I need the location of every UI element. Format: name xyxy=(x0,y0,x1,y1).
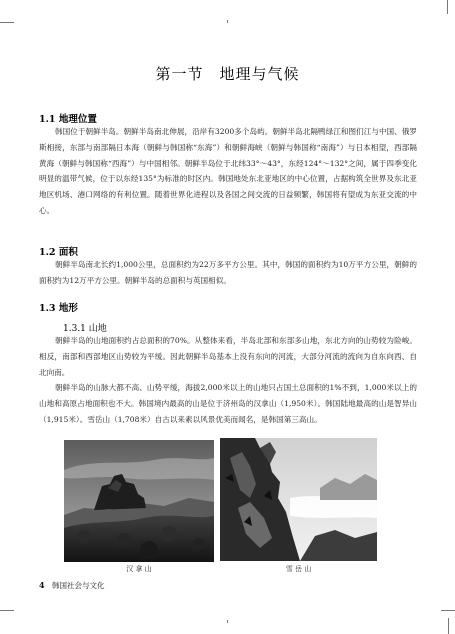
running-footer-title: 韩国社会与文化 xyxy=(52,581,105,590)
registration-tick-top xyxy=(227,20,228,23)
photo-seoraksan xyxy=(220,438,377,561)
paragraph-mountains-1: 朝鲜半岛的山地面积约占总面积的70%。从整体来看，半岛北部和东部多山地，东北方向的山势较为险峻。相反，南部和西部地区山势较为平缓。因此朝鲜半岛基本上没有东向的河流，大部分河流的流向为自东向西、自北向南。 xyxy=(39,336,417,377)
section-heading-location: 1.1 地理位置 xyxy=(39,114,97,125)
crop-mark-bottom-right-v xyxy=(448,618,449,634)
photo-hallasan xyxy=(64,440,214,562)
paragraph-area: 朝鲜半岛南北长约1,000公里，总面积约为22万多平方公里。其中，韩国的面积约为10万平方公里，朝鲜的面积约为12万平方公里。朝鲜半岛的总面积与英国相似。 xyxy=(39,260,417,285)
section-heading-area: 1.2 面积 xyxy=(39,247,78,258)
crop-mark-bottom-right xyxy=(441,610,455,611)
section-heading-terrain: 1.3 地形 xyxy=(39,303,78,314)
chapter-title: 第一节 地理与气候 xyxy=(155,65,300,83)
crop-mark-top-left xyxy=(0,22,14,23)
page-number: 4 xyxy=(39,580,45,590)
caption-hallasan: 汉 拿 山 xyxy=(126,565,152,573)
crop-mark-top-right xyxy=(447,0,448,14)
subsection-heading-mountains: 1.3.1 山地 xyxy=(63,324,107,334)
seoraksan-image xyxy=(220,438,377,561)
paragraph-mountains-2: 朝鲜半岛的山脉大都不高、山势平缓，海拔2,000米以上的山地只占国土总面积的1%不到，1,000米以上的山地和高原占地面积也不大。韩国境内最高的山是位于济州岛的汉拿山（1,950米）。韩国陆地最高的山是智异山（1,915米）。雪岳山（1,708米）自古以来素以风景优美而闻名，是韩国第三高山。 xyxy=(39,383,417,424)
hallasan-image xyxy=(64,440,214,562)
crop-mark-bottom-left xyxy=(0,610,14,611)
paragraph-location: 韩国位于朝鲜半岛。朝鲜半岛南北伸展，沿岸有3200多个岛屿。朝鲜半岛北隔鸭绿江和图们江与中国、俄罗斯相接，东部与南部隔日本海（朝鲜与韩国称“东海”）和朝鲜海峡（朝鲜与韩国称“南海”）与日本相望，西部隔黄海（朝鲜与韩国称“西海”）与中国相邻。朝鲜半岛位于北纬33°～43°，东经124°～132°之间，属于四季变化明显的温带气候，位于以东经135°为标准的时区内。韩国地处东北亚地区的中心位置，占据构筑全世界及东北亚地区机场、港口网络的有利位置。随着世界化进程以及各国之间交流的日益频繁，韩国将有望成为东亚交流的中心。 xyxy=(39,127,417,215)
registration-tick-bottom xyxy=(227,620,228,623)
caption-seoraksan: 雪 岳 山 xyxy=(285,565,312,573)
